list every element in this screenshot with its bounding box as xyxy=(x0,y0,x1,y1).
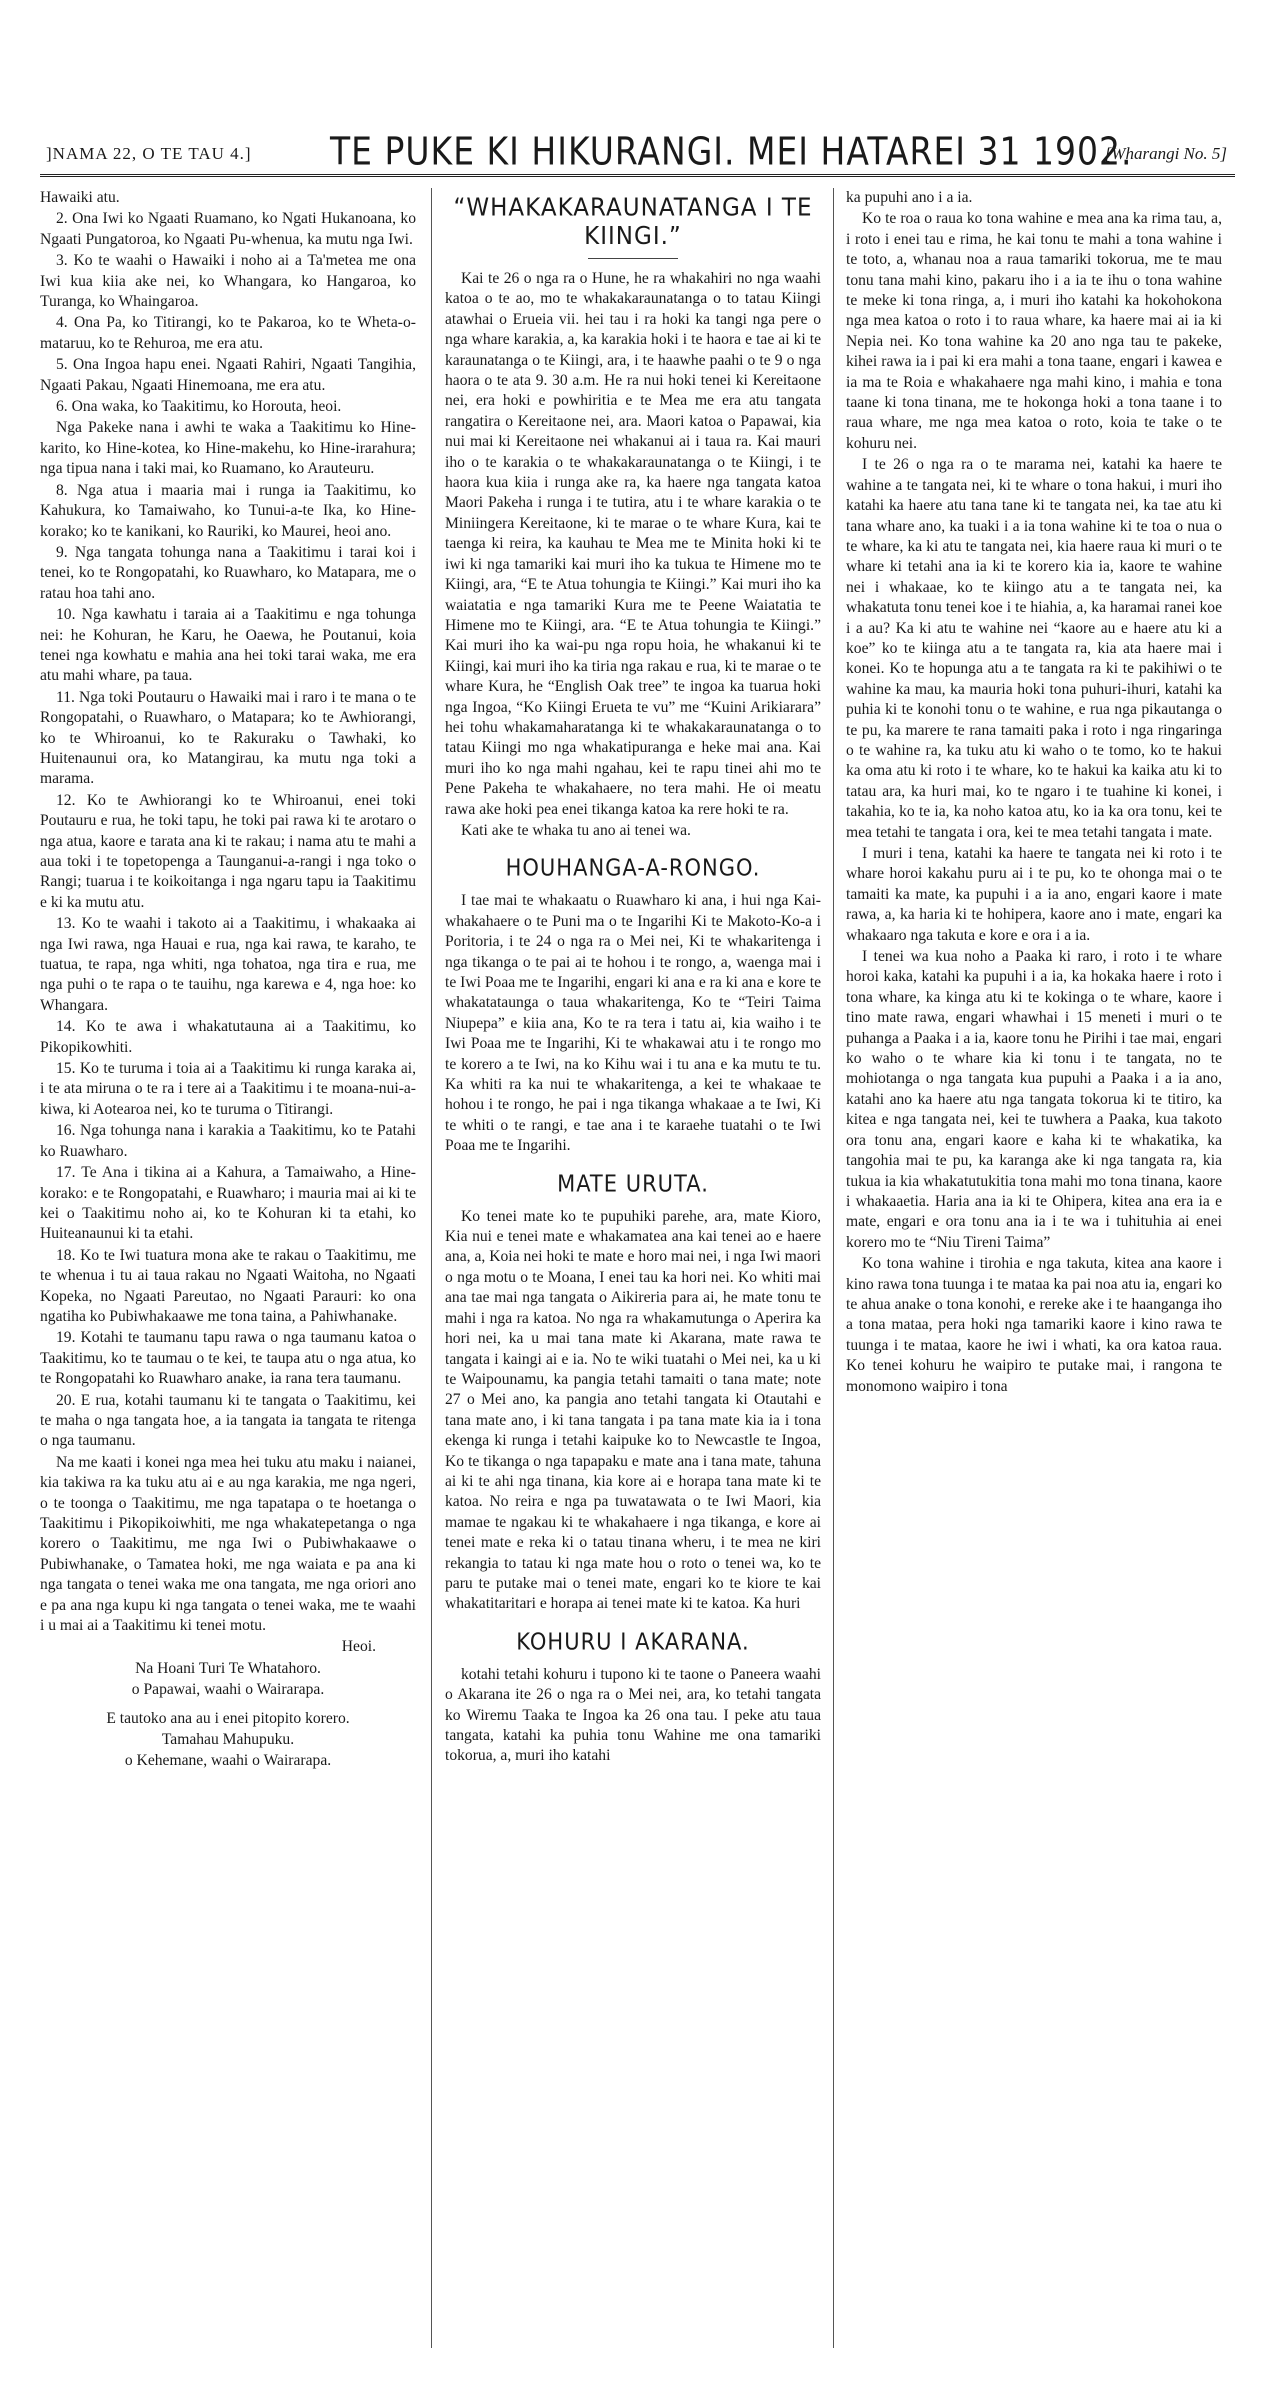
paragraph: 2. Ona Iwi ko Ngaati Ruamano, ko Ngati Hukanoana, ko Ngaati Pungatoroa, ko Ngaati Pu-whenua, ka mutu nga Iwi. xyxy=(40,210,416,248)
paragraph: 17. Te Ana i tikina ai a Kahura, a Tamaiwaho, a Hine-korako: e te Rongopatahi, e Ruawharo; i mauria mai ai ki te kei o Taakitimu noho ai, ko te Kohuran ki ta etahi, ko Huiteanaunui ki ta etahi. xyxy=(40,1164,416,1243)
paragraph: Na me kaati i konei nga mea hei tuku atu maku i naianei, kia takiwa ra ka tuku atu ai e au nga karakia, me nga ngeri, o te toonga o Taakitimu, me nga tapatapa o te hoetanga o Taakitimu i Pikopikoiwhiti, me nga whakatepetanga o nga korero o Taakitimu, me nga Iwi o Pubiwhakaawe o Pubiwhanake, o Tamatea hoki, me nga waiata e pa ana ki nga tangata o tenei waka me ona tangata, me nga oriori ano e pa ana nga kupu ki nga tangata o tenei waka, me te waahi i u mai ai a Taakitimu ki tenei motu. xyxy=(40,1453,416,1635)
newspaper-page xyxy=(40,130,1235,2360)
paragraph: 19. Kotahi te taumanu tapu rawa o nga taumanu katoa o Taakitimu, ko te taumau o te kei, te taupa atu o nga atua, ko te Rongopatahi ko Ruawharo anake, ia rana tera taumanu. xyxy=(40,1329,416,1388)
endorsement-note: E tautoko ana au i enei pitopito korero. xyxy=(106,1709,350,1727)
headline-murder: KOHURU I AKARANA. xyxy=(516,1628,750,1655)
paragraph: 6. Ona waka, ko Taakitimu, ko Horouta, heoi. xyxy=(56,398,342,416)
paragraph: 8. Nga atua i maaria mai i runga ia Taakitimu, ko Kahukura, ko Tamaiwaho, ko Tunui-a-te Ika, ko Hine-korako; ko te kanikani, ko Rauriki, ko Maurei, heoi ano. xyxy=(40,481,416,540)
column-3 xyxy=(846,188,1222,1398)
paragraph: ka pupuhi ano i a ia. xyxy=(846,189,973,206)
paragraph: 5. Ona Ingoa hapu enei. Ngaati Rahiri, Ngaati Tangihia, Ngaati Pakau, Ngaati Hinemoana, me era atu. xyxy=(40,356,416,394)
column-1 xyxy=(40,188,416,1773)
paragraph: Kati ake te whaka tu ano ai tenei wa. xyxy=(461,821,691,839)
paragraph: 15. Ko te turuma i toia ai a Taakitimu ki runga karaka ai, i te ata miruna o te ra i tere ai a Taakitimu i te moana-nui-a-kiwa, ki Aotearoa nei, ko te turuma o Titirangi. xyxy=(40,1060,416,1118)
paragraph: 3. Ko te waahi o Hawaiki i noho ai a Ta'metea me ona Iwi kua kiia ake nei, ko Whangara, ko Hangaroa, ko Turanga, ko Whaingaroa. xyxy=(40,252,416,311)
issue-number: ]NAMA 22, O TE TAU 4.] xyxy=(46,144,252,163)
separator xyxy=(588,258,678,259)
paragraph: 13. Ko te waahi i takoto ai a Taakitimu, i whakaaka ai nga Iwi rawa, nga Hauai e rua, nga kai rawa, te karaho, te tuatua, te rapa, nga whiti, nga tohatoa, nga tira e rua, me nga puhi o te rapa o te tauihu, nga karewa e 4, nga hoe: ko Whangara. xyxy=(40,915,416,1014)
signature-heoi: Heoi. xyxy=(341,1638,376,1656)
signature-name: Na Hoani Turi Te Whatahoro. xyxy=(135,1659,321,1677)
paragraph: kotahi tetahi kohuru i tupono ki te taone o Paneera waahi o Akarana ite 26 o nga ra o Mei nei, ara, ko tetahi tangata ko Wiremu Taaka te Ingoa ka 26 ona tau. I peke atu taua tangata, katahi ka puhia tonu Wahine me ona tamariki tokorua, a, muri iho katahi xyxy=(445,1665,821,1765)
endorsement-name: Tamahau Mahupuku. xyxy=(161,1731,295,1749)
paragraph: 16. Nga tohunga nana i karakia a Taakitimu, ko te Patahi ko Ruawharo. xyxy=(40,1122,416,1160)
paragraph: 11. Nga toki Poutauru o Hawaiki mai i raro i te mana o te Rongopatahi, o Ruawharo, o Matapara; ko te Awhiorangi, ko te Whiroanui, ko te Rakuraku o Tawhaki, ko Huitenaunui ora, ko Matangirau, ka mutu nga toki a marama. xyxy=(40,688,416,788)
column-divider xyxy=(431,188,432,2348)
paragraph: I tae mai te whakaatu o Ruawharo ki ana, i hui nga Kai-whakahaere o te Puni ma o te Ingarihi Ki te Makoto-Ko-a i Poritoria, i te 24 o nga ra o Mei nei, Ki te whakaritenga i nga tikanga o te pai ai te hohou i te rongo, a, waenga mai i te Iwi Poaa me te Ingarihi, engari ki ana e ra ki ana e kore te whakatataunga o taua whakaritenga, Ko te “Teiri Taima Niupepa” e kiia ana, Ko te ra tera i tatu ai, kia waiho i te Iwi Poaa me te Ingarihi, Ki te whakawai atu i te rongo mo te korero a te Iwi, na ko Kihu wai i tu ana e ka mutu te tu. Ka whiti ra ka nui te whakaritenga, a kei te whakaae te hohou i te rongo, he pai i nga tikanga whakaae a te Iwi, Ki te whiti o te rangi, e tae ana i te karaehe tuatahi o te Iwi Poaa me te Ingarihi. xyxy=(445,892,821,1155)
paragraph: 12. Ko te Awhiorangi ko te Whiroanui, enei toki Poutauru e rua, he toki tapu, he toki pai rawa ki te arotaro o nga atua, kaore e tarata ana ki te rakau; i nama atu te mahi a aua toki i te topetopenga a Taunganui-a-rangi i nga toko o Rangi; tuarua i te koikoitanga i nga ngaru tapu ia Taakitimu e ki ka mutu atu. xyxy=(40,791,416,911)
paragraph: Hawaiki atu. xyxy=(40,189,120,206)
headline-coronation: “WHAKAKARAUNATANGA I TE KIINGI.” xyxy=(453,193,813,251)
paragraph: I te 26 o nga ra o te marama nei, katahi ka haere te wahine a te tangata nei, ki te whare o tona hakui, i muri iho katahi ka haere atu tana tane ki te tangata nei, ka tae atu ki tana whare ano, ka tuaki i a ia tona wahine ki te toa o nua o te whare, ka ki atu te tangata nei, kia haere raua ki muri o te whare ki tetahi ana ia ki te korero kia ia, kaore te wahine nei i whakaae, ko te kiingo atu a te tangata nei, ka whakatuta tonu tenei koe i te hiahia, a, ka haramai ranei koe i a au? Ka ki atu te wahine nei “kaore au e haere atu ki a koe” ko te kiinga atu a te tangata ra, kia ata haere mai i konei. Ko te hopunga atu a te tangata ra ki te pakihiwi o te wahine ka mau, ka mauria hoki tona puhuri-ihuri, katahi ka puhia ki te konohi tonu o te wahine, e rua nga pikautanga o te pu, ka marere te rana tamaiti paka i roto i nga ringaringa o te wahine ra, ka tuku atu ki waho o te tomo, ko te hakui ka oma atu ki roto i te whare, ko te hakui ka kaika atu ki to tatau ara, ka huri mai, ko te ngaro i te tuahine ki konei, i takahia, ko te ia, ka noho katoa atu, ko ia ka ora tonu, kei te mea tetahi te tangata i ora, kei te mea tetahi tangata i mate. xyxy=(846,456,1222,841)
paragraph: Ko tenei mate ko te pupuhiki parehe, ara, mate Kioro, Kia nui e tenei mate e whakamatea ana kai tenei ao e haere ana, a, Koia nei hoki te mate e horo mai nei, i nga Iwi maori o nga motu o te Moana, I enei tau ka hori nei. Ko whiti mai ana tae mai nga tangata o Aikireria para ai, he mate tonu te mahi i nga ra katoa. No nga ra whakamutunga o Aperira ka hori nei, ka u mai tana mate ki Akarana, mate rawa te tangata i kaingi ai e ia. No te wiki tuatahi o Mei nei, ka u ki te Waipounamu, ka pangia tetahi tamaiti o tana mate; note 27 o Mei ano, ka pangia ano tetahi tangata ki Otautahi e tana mate ano, i ki tana tangata i pa tana mate kia ia i tona ekenga ki runga i tetahi kaipuke ko to Newcastle te Ingoa, Ko te tikanga o nga tapapaku e mate ana i tana mate, tahuna ai ki te ahi nga tinana, kia kore ai e horapa tana mate ki te katoa. No reira e nga pa tuwatawata o te Iwi Maori, kia mamae te ngakau ki te whakahaere i nga tikanga, e kore ai tenei mate e reka ki o tatau tinana wheru, i te mea ne kiri rekangia to tatau ki nga mate hou o roto o tenei wa, ko te paru te putake mai o tenei mate, engari ko te kiore te kai whakatitaritari e horapa ai tenei mate ki te katoa. Ka huri xyxy=(445,1207,821,1613)
paragraph: Ko te roa o raua ko tona wahine e mea ana ka rima tau, a, i roto i enei tau e rima, he kai tonu te mahi a tona wahine i te toto, a, whanau noa a raua tamariki tokorua, me te mau tonu tana mahi kino, pakaru iho i a ia te ihu o tona wahine te meke ki tona ringa, a, i muri iho katahi ka hokohokona nga mea katoa o roto i to raua whare, ka haere mai ai ia ki Nepia nei. Ko tona wahine ka 20 ano nga tau te pakeke, kihei rawa ia i pai ki era mahi a tona taane, engari i kawea e ia ma te Roia e whakahaere nga mahi kino, i mahia e tona taane ki tona tinana, me te hokonga hoki a tona taane i to raua whare, me nga mea katoa o roto, koia te take o te kohuru nei. xyxy=(846,210,1222,452)
newspaper-title: TE PUKE KI HIKURANGI. MEI HATAREI 31 1902. xyxy=(330,129,1133,174)
paragraph: 10. Nga kawhatu i taraia ai a Taakitimu e nga tohunga nei: he Kohuran, he Karu, he Oaewa, he Poutanui, koia tenei nga kowhatu e mahia ana hei toki tarai waka, me era atu mahi whare, pa taua. xyxy=(40,606,416,685)
headline-plague: MATE URUTA. xyxy=(557,1170,709,1197)
paragraph: 20. E rua, kotahi taumanu ki te tangata o Taakitimu, kei te maha o nga tangata hoe, a ia tangata ia tangata te ritenga o nga taumanu. xyxy=(40,1391,416,1450)
paragraph: 4. Ona Pa, ko Titirangi, ko te Pakaroa, ko te Wheta-o-mataruu, ko te Rehuroa, me era atu. xyxy=(40,314,416,352)
column-2 xyxy=(445,188,821,1768)
paragraph: Ko tona wahine i tirohia e nga takuta, kitea ana kaore i kino rawa tona tuunga i te mataa ka pai noa atu ia, engari ko te ahua anake o tona konohi, e rereke ake i te haanganga iho a tona mataa, pera hoki nga tamariki kaore i kino rawa te tuunga i te mataa, kaore he iwi i whati, ka ora katoa raua. Ko tenei kohuru he waipiro te putake mai, i rangona te monomono waipiro i tona xyxy=(846,1255,1222,1395)
signature-place: o Papawai, waahi o Wairarapa. xyxy=(131,1681,325,1699)
paragraph: 18. Ko te Iwi tuatura mona ake te rakau o Taakitimu, me te whenua i tu ai taua rakau no Ngaati Waitoha, no Ngaati Kopeka, no Ngaati Pareutao, no Ngaati Parauri: ko ona ngatiha ko Pubiwhakaawe me tona taina, a Pahiwhanake. xyxy=(40,1246,416,1325)
paragraph: 9. Nga tangata tohunga nana a Taakitimu i tarai koi i tenei, ko te Rongopatahi, ko Ruawharo, ko Matapara, me o ratau hoa tahi ano. xyxy=(40,543,416,602)
paragraph: I tenei wa kua noho a Paaka ki raro, i roto i te whare horoi kaka, katahi ka pupuhi i a ia, ka hokaka haere i roto i tona whare, ka kinga atu ki te kokinga o te whare, kaore i tino mate rawa, engari whawhai i 15 meneti i muri o te puhanga a Paaka i a ia, kaore tonu he Pirihi i tae mai, engari ko waho o te whare kia ki tonu i te tangata, no te mohiotanga o nga tangata kua pupuhi a Paaka i a ia ano, katahi ano ka haere atu nga tangata tokorua ki te titiro, ka kitea e nga tangata nei, kei te tuwhera a Paaka, kua takoto ora tonu ana, engari kaore e kaha ki te whakatika, ka tangohia mai te pu, ka karanga ake ki nga tangata ra, kia tukua ia kia whakatutukitia tona mahi mo tona tinana, kaore i whakaaetia. Haria ana ia ki te Ohipera, kitea ana era ia e mate, engari e ora tonu ana ia i te wa i tuhituhia ai enei korero mo te “Niu Tireni Taima” xyxy=(846,948,1222,1251)
paragraph: Kai te 26 o nga ra o Hune, he ra whakahiri no nga waahi katoa o te ao, mo te whakakaraunatanga o to tatau Kiingi atawhai o Erueia vii. hei tau i ra hoki ka tangi nga pere o nga whare karakia, a, ka karakia hoki i te haora e tae ai ki te karaunatanga o te Kiingi, ara, i te haawhe paahi o te 9 o nga haora o te ata 9. 30 a.m. He ra nui hoki tenei ki Kereitaone nei, era hoki e powhiritia e te Mea me era atu tangata rangatira o Kereitaone nei, ara. Maori katoa o Papawai, kia nui mai ki Kereitaone nei whakanui ai i taua ra. Kai mauri iho o te karakia o te whakakaraunatanga o te Kiingi, i te haora kua kiia i runga ake ra, ka haere nga tangata katoa Maori Pakeha i runga i te tutira, atu i te whare karakia o te Miniingera Kereitaone, ki te marae o te whare Kura, kai te taenga ki reira, ka kauhau te Mea me te Minita hoki ki te iwi ki nga tamariki kai muri iho ka tukua te Himene mo te Kiingi, ara, “E te Atua tohungia te Kiingi.” Kai muri iho ka waiatatia e nga tamariki Kura me te Peene Waiatatia te Himene mo te Kiingi, ara. “E te Atua tohungia te Kiingi.” Kai muri iho ka wai-pu nga ropu hoia, he whakanui ki te Kiingi, kai muri iho ka tiria nga rakau e rua, ki te marae o te whare Kura, he “English Oak tree” te ingoa ka tuarua hoki nga Ingoa, “Ko Kiingi Erueta te vu” me “Kuini Arikiarara” hei tohu whakamaharatanga ki te whakakaraunatanga o to tatau Kiingi mo nga whakatipuranga e heke mai ana. Kai muri iho ko nga mahi ngahau, kei te rapu tinei ahi mo te Pene Pakeha te whakahaere, no tera mahi. He oi meatu rawa ake hoki pea enei tikanga katoa ka rere hoki te ra. xyxy=(445,270,821,818)
paragraph: Nga Pakeke nana i awhi te waka a Taakitimu ko Hine-karito, ko Hine-kotea, ko Hine-makehu, ko Hine-irarahura; nga tipua nana i taki mai, ko Ruamano, ko Arauteuru. xyxy=(40,419,416,478)
paragraph: 14. Ko te awa i whakatutauna ai a Taakitimu, ko Pikopikowhiti. xyxy=(40,1018,416,1056)
headline-peace: HOUHANGA-A-RONGO. xyxy=(505,855,761,882)
endorsement-place: o Kehemane, waahi o Wairarapa. xyxy=(124,1752,332,1770)
paragraph: I muri i tena, katahi ka haere te tangata nei ki roto i te whare horoi kakahu puru ai i te pu, ko te ohonga mai o te tamaiti ka mate, ka pupuhi i a ia ano, engari kaore i mate rawa, a, ka haria ki te hohipera, kaore ano i mate, engari ka whakaaro nga takuta e kore e ora i a ia. xyxy=(846,845,1222,944)
column-divider xyxy=(833,188,834,2348)
masthead xyxy=(40,130,1235,177)
page-number: [Wharangi No. 5] xyxy=(1104,144,1227,163)
